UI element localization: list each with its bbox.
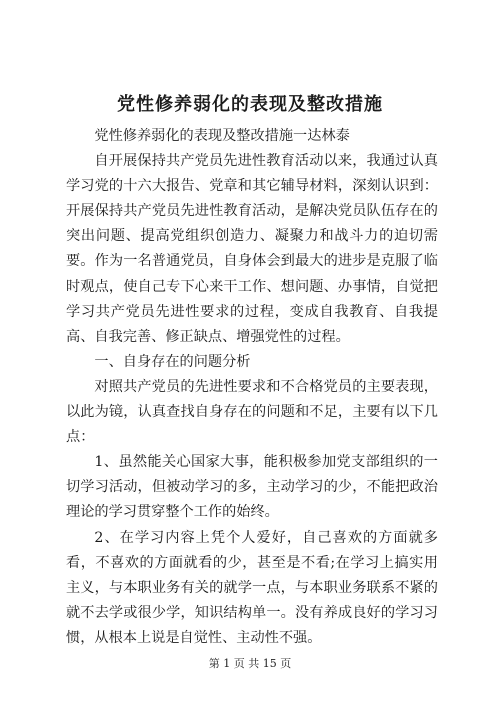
document-body	[66, 124, 438, 651]
document-title: 党性修养弱化的表现及整改措施	[117, 94, 383, 115]
subtitle-paragraph: 党性修养弱化的表现及整改措施一达林泰	[94, 128, 350, 144]
problem-item-2: 2、在学习内容上凭个人爱好，自己喜欢的方面就多看，不喜欢的方面就看的少，甚至是不看;在学习上搞实用主义，与本职业务有关的就学一点，与本职业务联系不紧的就不去学或很少学，知识结构单一。没有养成良好的学习习惯，从根本上说是自觉性、主动性不强。	[66, 529, 438, 646]
analysis-paragraph: 对照共产党员的先进性要求和不合格党员的主要表现，以此为镜，认真查找自身存在的问题和不足，主要有以下几点：	[66, 378, 438, 446]
page-number: 第 1 页 共 15 页	[208, 657, 292, 670]
section-heading: 一、自身存在的问题分析	[94, 353, 251, 370]
intro-paragraph: 自开展保持共产党员先进性教育活动以来，我通过认真学习党的十六大报告、党章和其它辅导材料，深刻认识到：开展保持共产党员先进性教育活动，是解决党员队伍存在的突出问题、提高党组织创造力、凝聚力和战斗力的迫切需要。作为一名普通党员，自身体会到最大的进步是克服了临时观点，使自己专下心来干工作、想问题、办事情，自觉把学习共产党员先进性要求的过程，变成自我教育、自我提高、自我完善、修正缺点、增强党性的过程。	[66, 153, 438, 345]
problem-item-1: 1、虽然能关心国家大事，能积极参加党支部组织的一切学习活动，但被动学习的多，主动学习的少，不能把政治理论的学习贯穿整个工作的始终。	[66, 454, 438, 521]
